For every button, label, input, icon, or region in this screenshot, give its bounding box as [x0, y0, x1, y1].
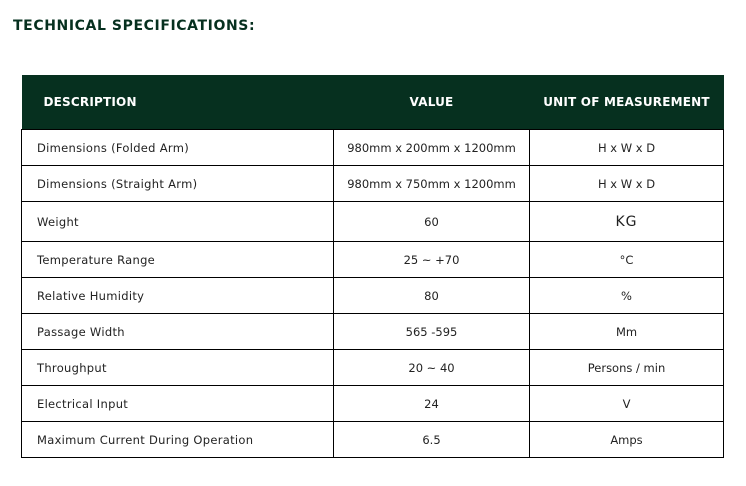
- cell-description: Electrical Input: [22, 386, 334, 422]
- cell-unit: Persons / min: [530, 350, 724, 386]
- cell-unit: %: [530, 278, 724, 314]
- table-header: [22, 75, 724, 130]
- table-row: [22, 166, 724, 202]
- cell-description: Throughput: [22, 350, 334, 386]
- cell-value: 565 -595: [334, 314, 530, 350]
- table-row: [22, 242, 724, 278]
- cell-description: Dimensions (Straight Arm): [22, 166, 334, 202]
- cell-value: 80: [334, 278, 530, 314]
- cell-unit: Mm: [530, 314, 724, 350]
- cell-description: Maximum Current During Operation: [22, 422, 334, 458]
- cell-value: 25 ~ +70: [334, 242, 530, 278]
- cell-description: Passage Width: [22, 314, 334, 350]
- cell-unit: H x W x D: [530, 166, 724, 202]
- specifications-table: [21, 75, 724, 458]
- cell-unit: V: [530, 386, 724, 422]
- table-row: [22, 386, 724, 422]
- header-description: DESCRIPTION: [22, 75, 334, 130]
- cell-unit: Amps: [530, 422, 724, 458]
- table-row: [22, 130, 724, 166]
- cell-value: 20 ~ 40: [334, 350, 530, 386]
- table-row: [22, 422, 724, 458]
- cell-description: Weight: [22, 202, 334, 242]
- table-row: [22, 202, 724, 242]
- cell-value: 60: [334, 202, 530, 242]
- cell-unit: H x W x D: [530, 130, 724, 166]
- cell-value: 6.5: [334, 422, 530, 458]
- cell-description: Temperature Range: [22, 242, 334, 278]
- cell-description: Dimensions (Folded Arm): [22, 130, 334, 166]
- page-title: TECHNICAL SPECIFICATIONS:: [13, 18, 256, 34]
- table-row: [22, 278, 724, 314]
- table-row: [22, 350, 724, 386]
- cell-description: Relative Humidity: [22, 278, 334, 314]
- header-unit: UNIT OF MEASUREMENT: [530, 75, 724, 130]
- table-row: [22, 314, 724, 350]
- cell-unit: KG: [530, 202, 724, 242]
- cell-value: 980mm x 200mm x 1200mm: [334, 130, 530, 166]
- cell-unit: °C: [530, 242, 724, 278]
- header-value: VALUE: [334, 75, 530, 130]
- table-body: [22, 130, 724, 458]
- cell-value: 980mm x 750mm x 1200mm: [334, 166, 530, 202]
- header-row: [22, 75, 724, 130]
- cell-value: 24: [334, 386, 530, 422]
